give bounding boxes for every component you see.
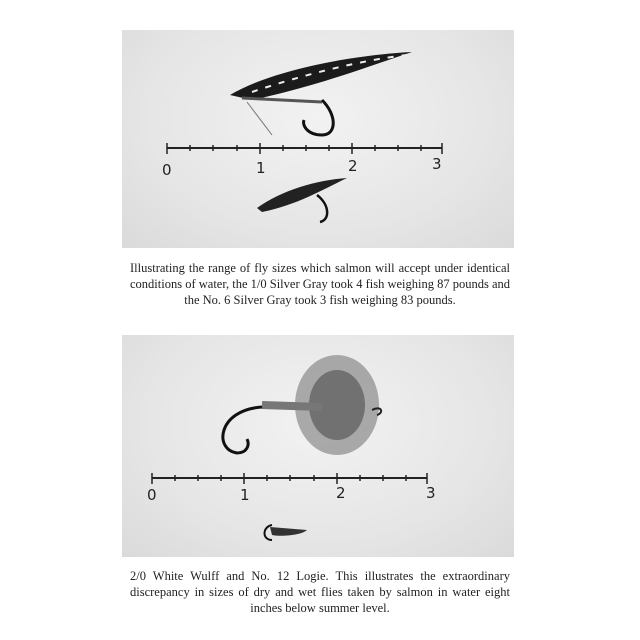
ruler-label-0: 0: [147, 486, 157, 504]
ruler-label-1: 1: [240, 486, 250, 504]
small-salmon-fly-image: [257, 178, 347, 222]
figure1-caption: Illustrating the range of fly sizes which salmon will accept under identical conditions of water, the 1/0 Silver Gray took 4 fish weighing 87 pounds and the No. 6 Silver Gray took 3 fish weighing 83 pounds.: [130, 261, 510, 307]
logie-fly-image: [265, 525, 308, 540]
ruler-label-3: 3: [426, 484, 436, 502]
ruler-label-0: 0: [162, 161, 172, 179]
large-salmon-fly-image: [230, 52, 412, 135]
ruler-label-3: 3: [432, 155, 442, 173]
white-wulff-fly-image: [223, 355, 381, 455]
ruler-label-2: 2: [336, 484, 346, 502]
ruler-label-2: 2: [348, 157, 358, 175]
figure2-caption: 2/0 White Wulff and No. 12 Logie. This illustrates the extraordinary discrepancy in sizes of dry and wet flies taken by salmon in water eight inches below summer level.: [130, 569, 510, 615]
ruler: [147, 473, 436, 504]
ruler-label-1: 1: [256, 159, 266, 177]
photo-white-wulff-and-logie: [122, 335, 514, 557]
photo-silver-gray-flies: [122, 30, 514, 248]
ruler: [162, 143, 442, 179]
